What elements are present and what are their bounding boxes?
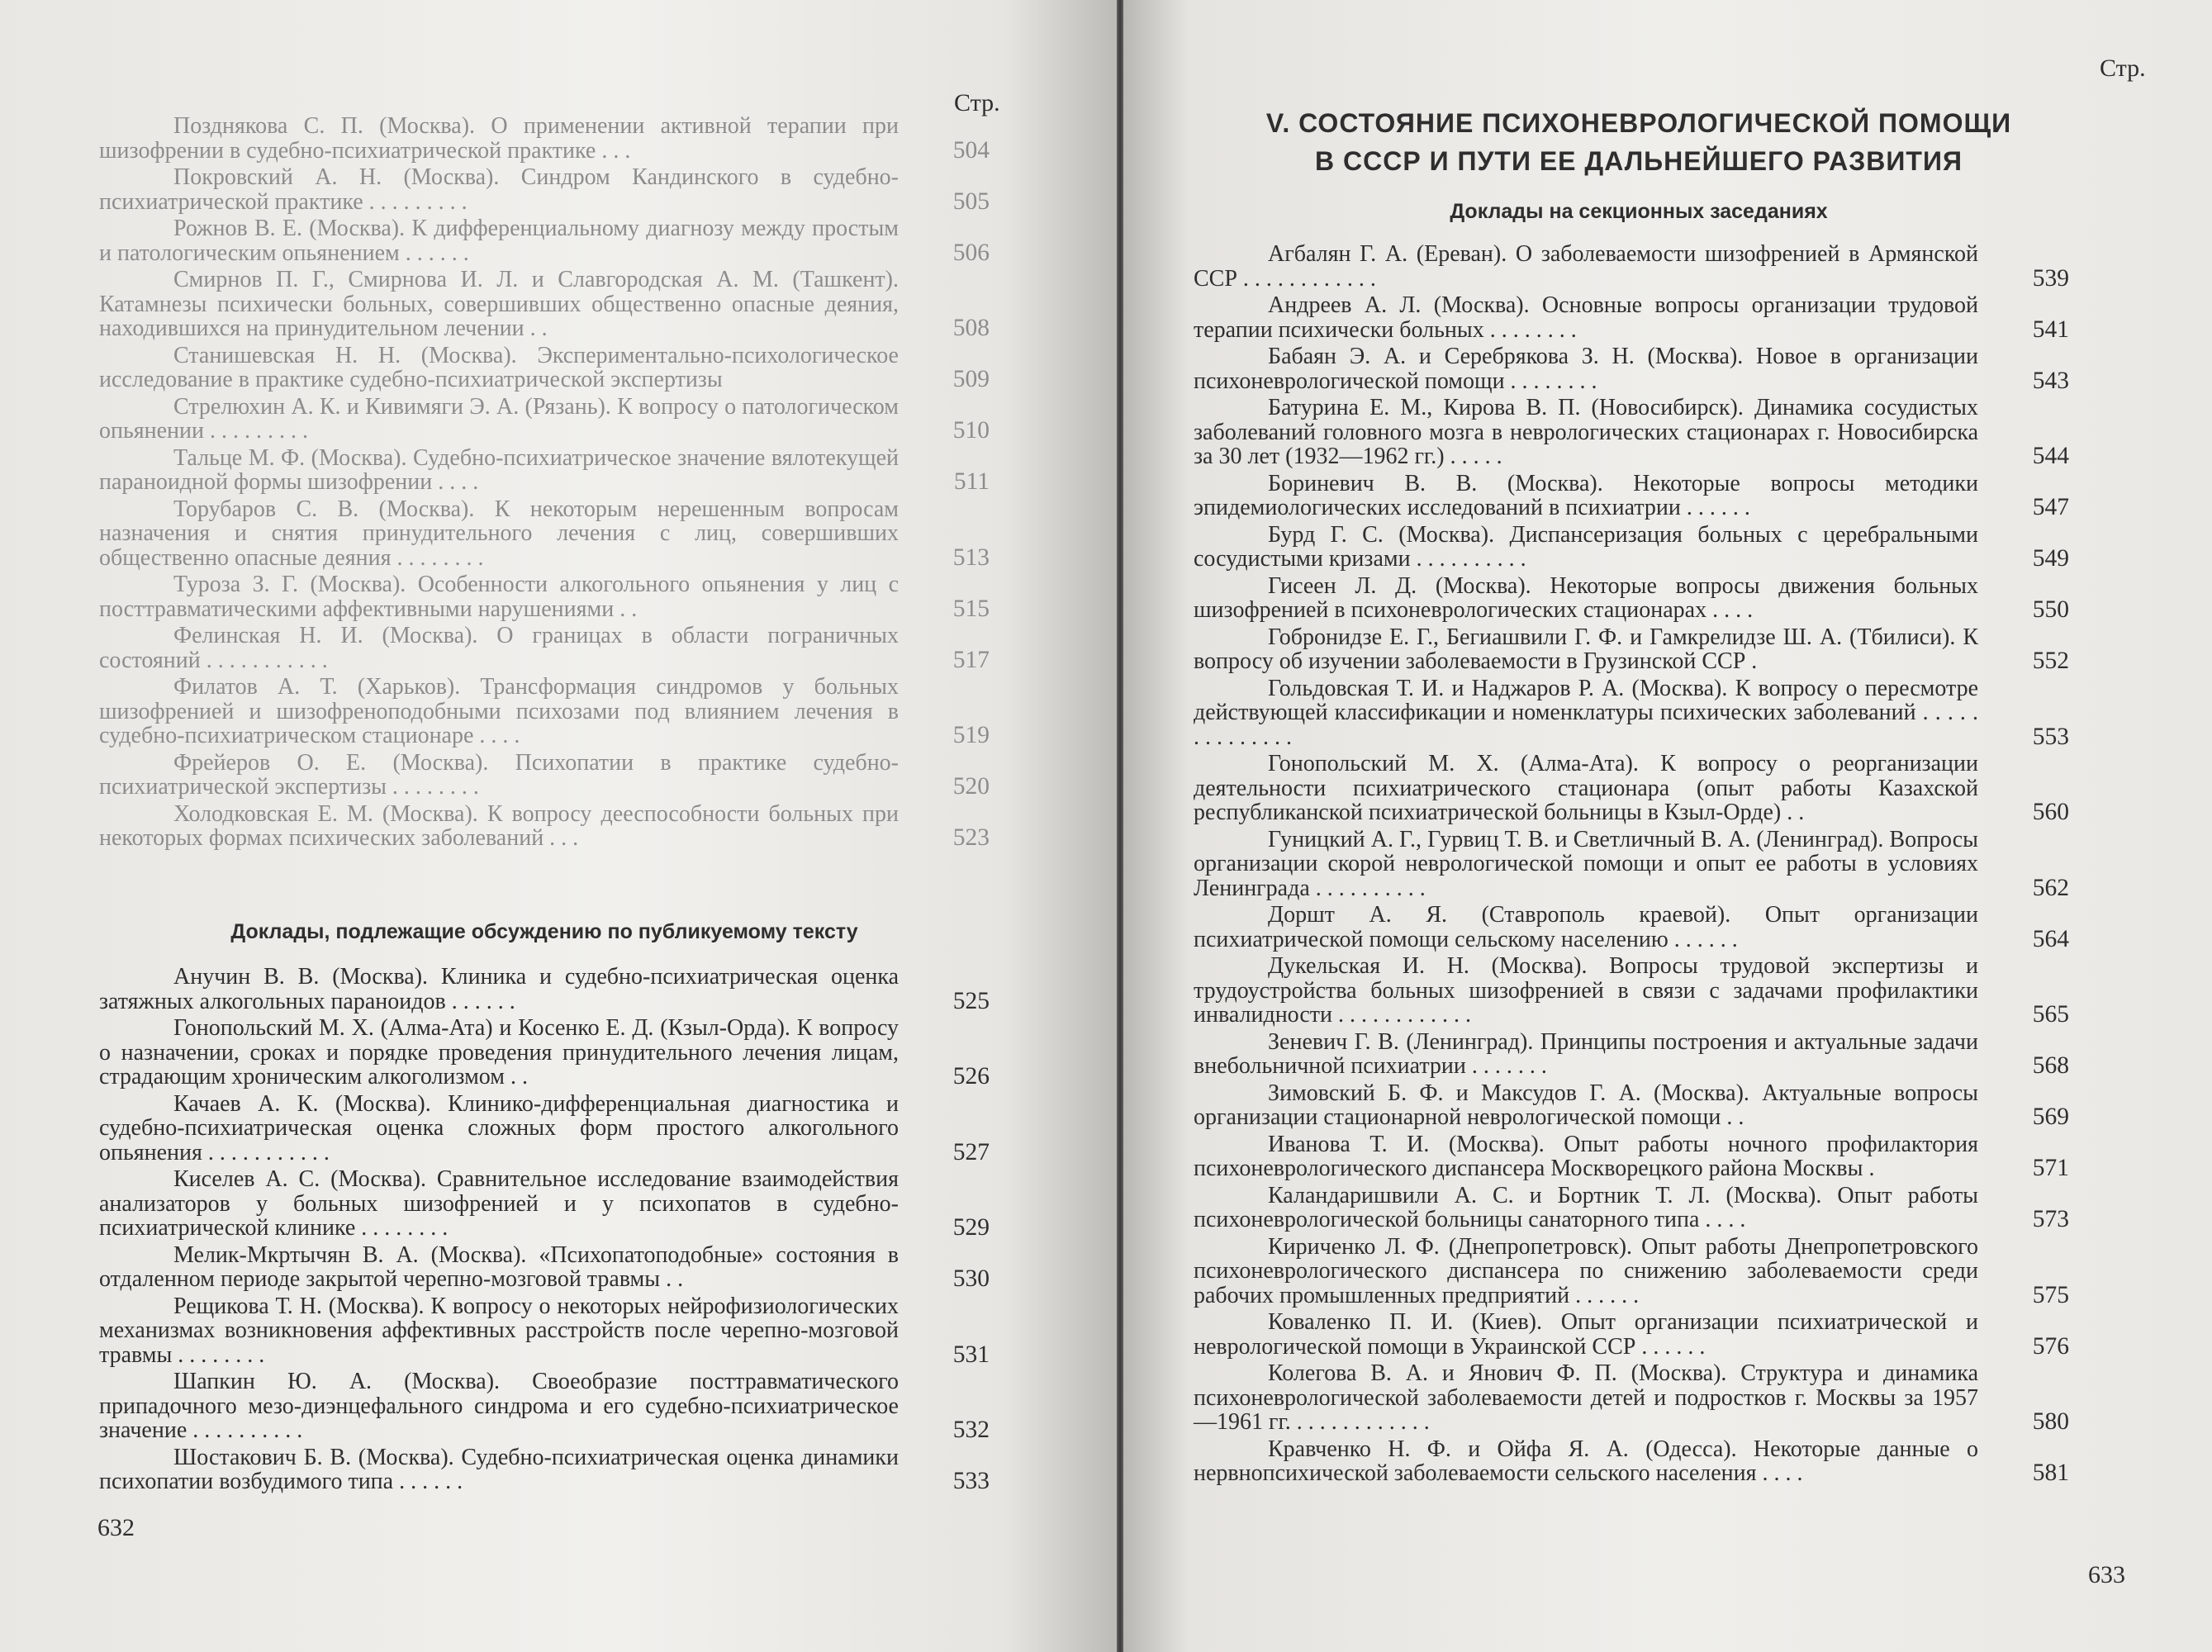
toc-entry-text: Зеневич Г. В. (Ленинград). Принципы построения и актуальные задачи внебольничной психиатрии . . . . . . . <box>1194 1028 1978 1079</box>
toc-entry-text: Мелик-Мкртычян В. А. (Москва). «Психопатоподобные» состояния в отдаленном периоде закрытой черепно-мозговой травмы . . <box>99 1241 899 1292</box>
toc-entry-text: Фелинская Н. И. (Москва). О границах в области пограничных состояний . . . . . . . . . . . <box>99 623 899 673</box>
toc-entry <box>1194 1235 2069 1308</box>
toc-entry-page: 580 <box>2032 1408 2069 1435</box>
toc-entry <box>99 497 990 571</box>
toc-entry-text: Бориневич В. В. (Москва). Некоторые вопросы методики эпидемиологических исследований в психиатрии . . . . . . <box>1194 470 1978 520</box>
toc-entry-page: 541 <box>2032 316 2069 343</box>
toc-entry <box>99 675 990 748</box>
toc-entry-text: Дукельская И. Н. (Москва). Вопросы трудовой экспертизы и трудоустройства больных шизофренией в связи с задачами профилактики инвалидности . . . . . . . . . . . . <box>1194 953 1978 1028</box>
toc-entry <box>99 165 990 214</box>
toc-entry-page: 562 <box>2032 874 2069 901</box>
toc-entry <box>1194 242 2069 291</box>
toc-entry-text: Гобронидзе Е. Г., Бегиашвили Г. Ф. и Гамкрелидзе Ш. А. (Тбилиси). К вопросу об изучении заболеваемости в Грузинской ССР . <box>1194 624 1978 674</box>
toc-entry-text: Торубаров С. В. (Москва). К некоторым нерешенным вопросам назначения и снятия принудительного лечения с лиц, совершивших общественно опасные деяния . . . . . . . . <box>99 496 899 571</box>
toc-entry-text: Зимовский Б. Ф. и Максудов Г. А. (Москва). Актуальные вопросы организации стационарной неврологической помощи . . <box>1194 1080 1978 1130</box>
toc-entry-page: 553 <box>2032 723 2069 750</box>
toc-entry-text: Кравченко Н. Ф. и Ойфа Я. А. (Одесса). Некоторые данные о нервнопсихической заболеваемости сельского населения . . . . <box>1194 1436 1978 1486</box>
toc-entry-page: 552 <box>2032 648 2069 674</box>
toc-entry-text: Туроза З. Г. (Москва). Особенности алкогольного опьянения у лиц с посттравматическими аффективными нарушениями . . <box>99 572 899 622</box>
toc-entry <box>1194 1030 2069 1079</box>
subsection-heading: Доклады, подлежащие обсуждению по публикуемому тексту <box>230 920 858 943</box>
toc-entry <box>1194 523 2069 572</box>
toc-entry <box>99 802 990 851</box>
right-entries <box>1194 242 2069 1488</box>
toc-entry <box>1194 903 2069 952</box>
section-title <box>1222 104 2055 242</box>
toc-entry-text: Гонопольский М. Х. (Алма-Ата) и Косенко Е. Д. (Кзыл-Орда). К вопросу о назначении, сроках и порядке проведения принудительного лечения лицам, страдающим хроническим алкоголизмом . . <box>99 1015 899 1089</box>
toc-entry-page: 568 <box>2032 1052 2069 1079</box>
toc-entry-page: 560 <box>2032 799 2069 825</box>
subsection-heading: Доклады на секционных заседаниях <box>1450 200 1828 223</box>
toc-entry-text: Бурд Г. С. (Москва). Диспансеризация больных с церебральными сосудистыми кризами . . . . . . . . . . <box>1194 521 1978 572</box>
toc-entry <box>1194 625 2069 674</box>
toc-entry-page: 504 <box>952 136 990 164</box>
toc-entry-page: 527 <box>952 1138 990 1165</box>
toc-entry-page: 505 <box>952 188 990 215</box>
toc-entry-text: Филатов А. Т. (Харьков). Трансформация синдромов у больных шизофренией и шизофреноподобными психозами под влиянием лечения в судебно-психиатрическом стационаре . . . . <box>99 674 899 748</box>
left-subsection <box>99 909 990 962</box>
toc-entry-text: Покровский А. Н. (Москва). Синдром Кандинского в судебно-психиатрической практике . . . . . . . . . <box>99 164 899 215</box>
toc-entry-page: 564 <box>2032 925 2069 952</box>
toc-entry-page: 509 <box>952 366 990 392</box>
page-column-label: Стр. <box>954 89 1000 116</box>
toc-entry <box>1194 293 2069 342</box>
toc-entry-page: 550 <box>2032 596 2069 623</box>
toc-entry <box>99 1167 990 1241</box>
toc-entry-page: 576 <box>2032 1332 2069 1360</box>
toc-entry-text: Качаев А. К. (Москва). Клинико-дифференциальная диагностика и судебно-психиатрическая оценка сложных форм простого алкогольного опьянения . . . . . . . . . . . <box>99 1090 899 1165</box>
section-title-line1: V. СОСТОЯНИЕ ПСИХОНЕВРОЛОГИЧЕСКОЙ ПОМОЩИ <box>1265 108 2012 138</box>
toc-entry-page: 531 <box>952 1341 990 1368</box>
toc-entry-text: Шостакович Б. В. (Москва). Судебно-психиатрическая оценка динамики психопатии возбудимого типа . . . . . . <box>99 1444 899 1494</box>
page-number: 632 <box>97 1514 135 1541</box>
toc-entry <box>1194 1361 2069 1435</box>
toc-entry <box>99 1294 990 1368</box>
toc-entry <box>99 1092 990 1165</box>
toc-entry <box>99 1243 990 1292</box>
toc-entry <box>1194 1132 2069 1181</box>
toc-entry-text: Колегова В. А. и Янович Ф. П. (Москва). Структура и динамика психоневрологической заболеваемости детей и подростков г. Москвы за 1957—1961 гг. . . . . . . . . . . . . <box>1194 1360 1978 1435</box>
toc-entry <box>1194 344 2069 393</box>
left-entries-bottom <box>99 965 990 1497</box>
toc-entry-page: 565 <box>2032 1001 2069 1028</box>
toc-entry-text: Андреев А. Л. (Москва). Основные вопросы организации трудовой терапии психически больных . . . . . . . . <box>1194 292 1978 343</box>
toc-entry-page: 515 <box>952 595 990 622</box>
toc-entry-text: Гонопольский М. Х. (Алма-Ата). К вопросу о реорганизации деятельности психиатрического стационара (опыт работы Казахской республиканской психиатрической больницы в Кзыл-Орде) . . <box>1194 751 1978 825</box>
toc-entry <box>99 1016 990 1089</box>
toc-entry <box>99 344 990 392</box>
toc-entry <box>1194 676 2069 750</box>
toc-entry-text: Шапкин Ю. А. (Москва). Своеобразие посттравматического припадочного мезо-диэнцефального синдрома и его судебно-психиатрическое значение . . . . . . . . . . <box>99 1369 899 1443</box>
toc-entry-text: Рожнов В. Е. (Москва). К дифференциальному диагнозу между простым и патологическим опьянением . . . . . . <box>99 216 899 266</box>
toc-entry-page: 543 <box>2032 367 2069 394</box>
toc-entry <box>1194 472 2069 520</box>
toc-entry-page: 571 <box>2032 1155 2069 1181</box>
toc-entry-text: Фрейеров О. Е. (Москва). Психопатии в практике судебно-психиатрической экспертизы . . . . . . . . <box>99 749 899 800</box>
toc-entry-text: Бабаян Э. А. и Серебрякова З. Н. (Москва). Новое в организации психоневрологической помощи . . . . . . . . <box>1194 344 1978 394</box>
toc-entry <box>99 446 990 495</box>
toc-entry-page: 519 <box>952 722 990 748</box>
toc-entry <box>99 216 990 265</box>
section-title-line2: В СССР И ПУТИ ЕЕ ДАЛЬНЕЙШЕГО РАЗВИТИЯ <box>1315 146 1963 176</box>
toc-entry-text: Стрелюхин А. К. и Кивимяги Э. А. (Рязань). К вопросу о патологическом опьянении . . . . . . . . . <box>99 393 899 444</box>
toc-entry-text: Смирнов П. Г., Смирнова И. Л. и Славгородская А. М. (Ташкент). Катамнезы психически больных, совершивших общественно опасные деяния, находившихся на принудительном лечении . . <box>99 267 899 341</box>
toc-entry-text: Иванова Т. И. (Москва). Опыт работы ночного профилактория психоневрологического диспансера Москворецкого района Москвы . <box>1194 1131 1978 1181</box>
toc-entry-text: Агбалян Г. А. (Ереван). О заболеваемости шизофренией в Армянской ССР . . . . . . . . . . . . <box>1194 241 1978 292</box>
toc-entry-page: 526 <box>952 1063 990 1089</box>
toc-entry-text: Киселев А. С. (Москва). Сравнительное исследование взаимодействия анализаторов у больных шизофренией и у психопатов в судебно-психиатрической клинике . . . . . . . . <box>99 1166 899 1241</box>
toc-entry <box>1194 1437 2069 1486</box>
toc-entry-text: Рещикова Т. Н. (Москва). К вопросу о некоторых нейрофизиологических механизмах возникновения аффективных расстройств после черепно-мозговой травмы . . . . . . . . <box>99 1293 899 1368</box>
toc-entry-page: 539 <box>2032 264 2069 292</box>
toc-entry <box>99 572 990 621</box>
toc-entry-text: Гисеен Л. Д. (Москва). Некоторые вопросы движения больных шизофренией в психоневрологических стационарах . . . . <box>1194 572 1978 623</box>
toc-entry-page: 510 <box>952 417 990 444</box>
left-entries-top <box>99 114 990 853</box>
toc-entry-page: 525 <box>952 987 990 1014</box>
toc-entry-text: Каландаришвили А. С. и Бортник Т. Л. (Москва). Опыт работы психоневрологической больницы санаторного типа . . . . <box>1194 1182 1978 1232</box>
toc-entry-page: 529 <box>952 1214 990 1241</box>
toc-entry-page: 533 <box>952 1468 990 1494</box>
toc-entry <box>1194 1184 2069 1232</box>
toc-entry <box>1194 396 2069 469</box>
toc-entry-page: 573 <box>2032 1206 2069 1232</box>
toc-entry-text: Кириченко Л. Ф. (Днепропетровск). Опыт работы Днепропетровского психоневрологического диспансера по снижению заболеваемости среди рабочих промышленных предприятий . . . . . . <box>1194 1233 1978 1308</box>
toc-entry <box>99 1370 990 1443</box>
toc-entry <box>1194 828 2069 901</box>
page-column-label: Стр. <box>2100 55 2146 82</box>
toc-entry <box>99 1446 990 1494</box>
toc-entry-page: 508 <box>952 315 990 341</box>
toc-entry-page: 544 <box>2032 443 2069 469</box>
right-page <box>1123 0 2212 1652</box>
toc-entry-page: 523 <box>952 824 990 851</box>
toc-entry-page: 581 <box>2032 1460 2069 1486</box>
toc-entry-text: Доршт А. Я. (Ставрополь краевой). Опыт организации психиатрической помощи сельскому населению . . . . . . <box>1194 902 1978 952</box>
toc-entry-page: 517 <box>952 646 990 673</box>
toc-entry <box>1194 574 2069 623</box>
toc-entry <box>99 395 990 444</box>
toc-entry-text: Станишевская Н. Н. (Москва). Экспериментально-психологическое исследование в практике судебно-психиатрической экспертизы <box>99 342 899 392</box>
toc-entry <box>1194 1310 2069 1359</box>
toc-entry <box>99 624 990 672</box>
toc-entry-text: Холодковская Е. М. (Москва). К вопросу дееспособности больных при некоторых формах психических заболеваний . . . <box>99 800 899 851</box>
toc-entry <box>99 965 990 1014</box>
toc-entry-page: 520 <box>952 773 990 800</box>
toc-entry-text: Тальце М. Ф. (Москва). Судебно-психиатрическое значение вялотекущей параноидной формы шизофрении . . . . <box>99 444 899 495</box>
toc-entry-page: 506 <box>952 239 990 266</box>
toc-entry-page: 530 <box>952 1265 990 1292</box>
toc-entry-text: Анучин В. В. (Москва). Клиника и судебно-психиатрическая оценка затяжных алкогольных параноидов . . . . . . <box>99 964 899 1014</box>
toc-entry-text: Гуницкий А. Г., Гурвиц Т. В. и Светличный В. А. (Ленинград). Вопросы организации скорой неврологической помощи и опыт ее работы в условиях Ленинграда . . . . . . . . . . <box>1194 826 1978 901</box>
toc-entry <box>1194 752 2069 825</box>
toc-entry <box>1194 954 2069 1028</box>
toc-entry-text: Гольдовская Т. И. и Наджаров Р. А. (Москва). К вопросу о пересмотре действующей классификации и номенклатуры психических заболеваний . . . . . . . . . . . . . . <box>1194 675 1978 750</box>
toc-entry <box>99 114 990 163</box>
toc-entry-page: 547 <box>2032 494 2069 520</box>
toc-entry-page: 575 <box>2032 1281 2069 1308</box>
toc-entry-page: 569 <box>2032 1104 2069 1130</box>
toc-entry <box>99 751 990 800</box>
toc-entry-text: Позднякова С. П. (Москва). О применении активной терапии при шизофрении в судебно-психиатрической практике . . . <box>99 113 899 164</box>
toc-entry-page: 549 <box>2032 545 2069 572</box>
toc-entry-text: Батурина Е. М., Кирова В. П. (Новосибирск). Динамика сосудистых заболеваний головного мозга в неврологических стационарах г. Новосибирска за 30 лет (1932—1962 гг.) . . . . . <box>1194 395 1978 469</box>
page-number: 633 <box>2088 1561 2125 1588</box>
toc-entry-page: 511 <box>953 468 990 495</box>
toc-entry-page: 513 <box>952 544 990 571</box>
toc-entry <box>1194 1081 2069 1130</box>
toc-entry-page: 532 <box>952 1417 990 1443</box>
toc-entry-text: Коваленко П. И. (Киев). Опыт организации психиатрической и неврологической помощи в Украинской ССР . . . . . . <box>1194 1309 1978 1360</box>
toc-entry <box>99 268 990 341</box>
